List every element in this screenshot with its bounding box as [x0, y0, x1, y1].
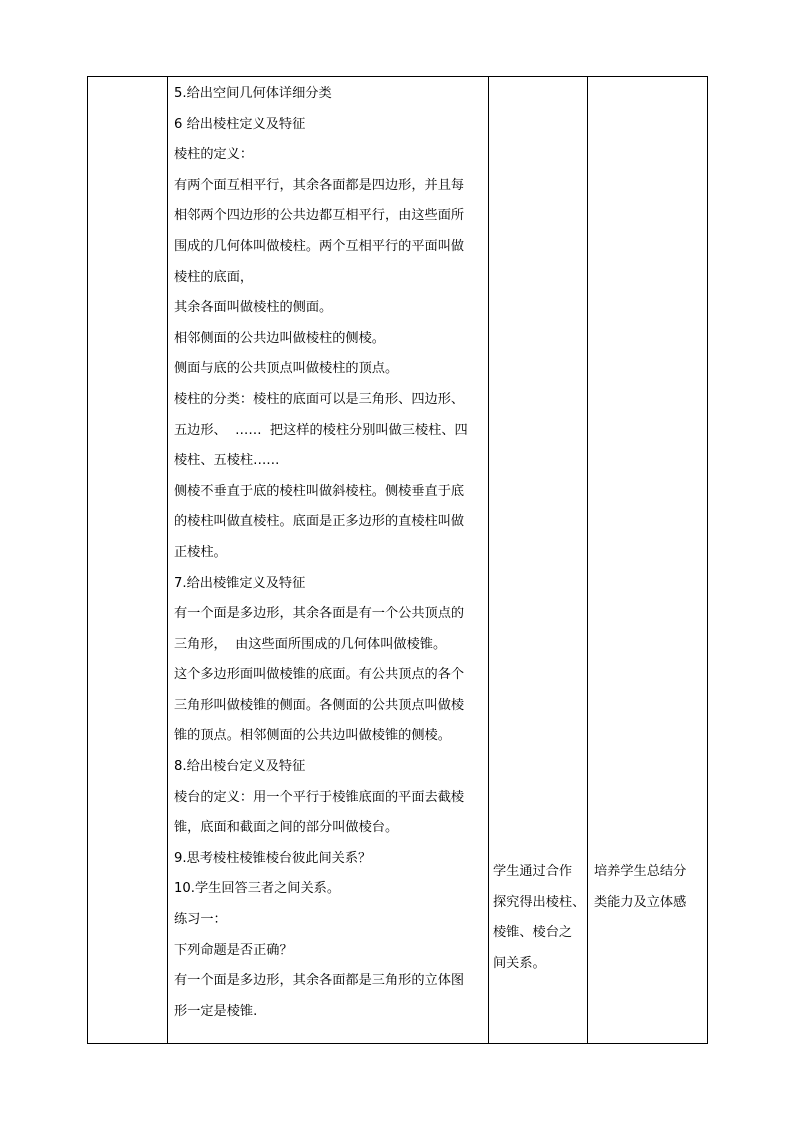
activity-line-1: 学生通过合作 — [493, 864, 573, 879]
lesson-line-5: 相邻两个四边形的公共边都互相平行，由这些面所 — [174, 208, 465, 224]
lesson-plan-row — [88, 77, 708, 1044]
lesson-line-13: 棱柱、五棱柱…… — [174, 453, 280, 469]
lesson-line-21: 三角形叫做棱锥的侧面。各侧面的公共顶点叫做棱 — [174, 697, 465, 713]
lesson-line-7: 棱柱的底面， — [174, 269, 254, 285]
lesson-line-24: 棱台的定义：用一个平行于棱锥底面的平面去截棱 — [174, 789, 465, 805]
student-activity-text — [493, 857, 585, 979]
lesson-line-31: 形一定是棱锥. — [174, 1003, 258, 1019]
teaching-process-cell — [168, 77, 489, 1044]
lesson-line-15: 的棱柱叫做直棱柱。底面是正多边形的直棱柱叫做 — [174, 514, 465, 530]
lesson-line-6: 围成的几何体叫做棱柱。两个互相平行的平面叫做 — [174, 238, 465, 254]
activity-line-4: 间关系。 — [493, 955, 546, 971]
lesson-line-25: 锥，底面和截面之间的部分叫做棱台。 — [174, 820, 399, 836]
lesson-line-11: 棱柱的分类：棱柱的底面可以是三角形、四边形、 — [174, 391, 465, 407]
lesson-line-2: 6 给出棱柱定义及特征 — [174, 116, 306, 132]
lesson-line-22: 锥的顶点。相邻侧面的公共边叫做棱锥的侧棱。 — [174, 728, 451, 744]
lesson-line-27: 10.学生回答三者之间关系。 — [174, 881, 341, 897]
lesson-line-26: 9.思考棱柱棱锥棱台彼此间关系？ — [174, 850, 372, 866]
lesson-line-8: 其余各面叫做棱柱的侧面。 — [174, 300, 333, 316]
lesson-line-10: 侧面与底的公共顶点叫做棱柱的顶点。 — [174, 361, 399, 377]
lesson-line-30: 有一个面是多边形，其余各面都是三角形的立体图 — [174, 973, 465, 989]
lesson-line-4: 有两个面互相平行，其余各面都是四边形，并且每 — [174, 177, 465, 193]
intent-line-2: 类能力及立体感 — [594, 894, 687, 910]
lesson-line-17: 7.给出棱锥定义及特征 — [174, 575, 306, 591]
lesson-line-20: 这个多边形面叫做棱锥的底面。有公共顶点的各个 — [174, 667, 465, 683]
section-label-cell — [88, 77, 168, 1044]
intent-line-1: 培养学生总结分 — [594, 864, 687, 879]
design-intent-cell — [588, 77, 708, 1044]
lesson-line-12: 五边形、 …… 把这样的棱柱分别叫做三棱柱、四 — [174, 422, 468, 438]
design-intent-text — [594, 857, 705, 918]
lesson-line-23: 8.给出棱台定义及特征 — [174, 759, 306, 775]
lesson-line-18: 有一个面是多边形，其余各面是有一个公共顶点的 — [174, 606, 465, 622]
activity-line-3: 棱锥、棱台之 — [493, 925, 573, 941]
lesson-plan-table — [87, 76, 708, 1044]
lesson-line-1: 5.给出空间几何体详细分类 — [174, 86, 332, 101]
lesson-line-3: 棱柱的定义： — [174, 147, 254, 163]
student-activity-cell — [489, 77, 588, 1044]
activity-line-2: 探究得出棱柱、 — [493, 894, 586, 910]
lesson-line-28: 练习一： — [174, 912, 227, 928]
lesson-line-19: 三角形， 由这些面所围成的几何体叫做棱锥。 — [174, 636, 447, 652]
lesson-line-29: 下列命题是否正确？ — [174, 942, 293, 958]
lesson-line-9: 相邻侧面的公共边叫做棱柱的侧棱。 — [174, 330, 385, 346]
lesson-line-14: 侧棱不垂直于底的棱柱叫做斜棱柱。侧棱垂直于底 — [174, 483, 465, 499]
lesson-line-16: 正棱柱。 — [174, 544, 227, 560]
